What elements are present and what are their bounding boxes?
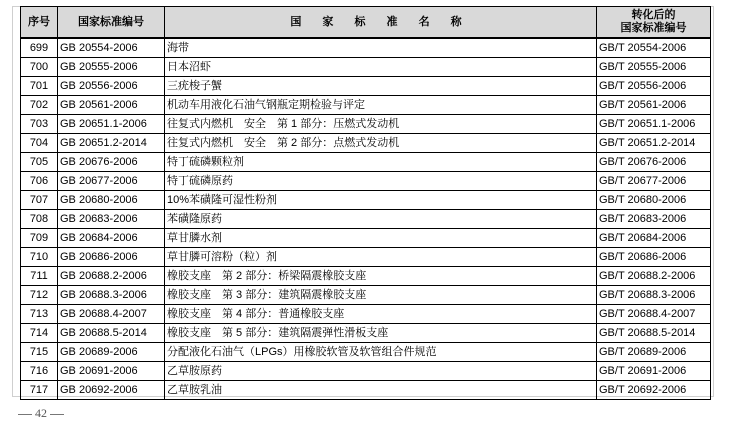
cell-std-name: 往复式内燃机 安全 第 2 部分：点燃式发动机	[165, 134, 597, 153]
cell-std-no: GB 20677-2006	[58, 172, 165, 191]
cell-converted-std-no: GB/T 20651.2-2014	[597, 134, 711, 153]
cell-converted-std-no: GB/T 20556-2006	[597, 77, 711, 96]
cell-converted-std-no: GB/T 20561-2006	[597, 96, 711, 115]
table-row	[21, 38, 711, 58]
header-converted-line2: 国家标准编号	[620, 22, 687, 34]
cell-std-no: GB 20555-2006	[58, 58, 165, 77]
cell-converted-std-no: GB/T 20554-2006	[597, 38, 711, 58]
cell-std-name: 特丁硫磷颗粒剂	[165, 153, 597, 172]
cell-std-name: 分配液化石油气（LPGs）用橡胶软管及软管组合件规范	[165, 343, 597, 362]
header-std-name: 国 家 标 准 名 称	[165, 7, 597, 39]
cell-seq: 702	[21, 96, 58, 115]
table-row	[21, 172, 711, 191]
standards-table	[20, 6, 711, 400]
cell-seq: 701	[21, 77, 58, 96]
cell-std-name: 往复式内燃机 安全 第 1 部分：压燃式发动机	[165, 115, 597, 134]
cell-std-no: GB 20692-2006	[58, 381, 165, 400]
header-converted-std-no	[597, 7, 711, 39]
cell-seq: 700	[21, 58, 58, 77]
table-row	[21, 134, 711, 153]
cell-std-name: 乙草胺原药	[165, 362, 597, 381]
cell-std-no: GB 20554-2006	[58, 38, 165, 58]
cell-converted-std-no: GB/T 20688.4-2007	[597, 305, 711, 324]
cell-converted-std-no: GB/T 20680-2006	[597, 191, 711, 210]
cell-std-name: 三疣梭子蟹	[165, 77, 597, 96]
table-row	[21, 267, 711, 286]
table-row	[21, 286, 711, 305]
cell-std-name: 橡胶支座 第 4 部分：普通橡胶支座	[165, 305, 597, 324]
cell-seq: 715	[21, 343, 58, 362]
cell-std-name: 10%苯磺隆可湿性粉剂	[165, 191, 597, 210]
cell-seq: 717	[21, 381, 58, 400]
cell-std-no: GB 20691-2006	[58, 362, 165, 381]
cell-std-name: 橡胶支座 第 2 部分：桥梁隔震橡胶支座	[165, 267, 597, 286]
table-row	[21, 153, 711, 172]
table-row	[21, 210, 711, 229]
cell-converted-std-no: GB/T 20688.2-2006	[597, 267, 711, 286]
page-footer	[18, 406, 64, 421]
cell-std-name: 特丁硫磷原药	[165, 172, 597, 191]
cell-seq: 707	[21, 191, 58, 210]
cell-seq: 705	[21, 153, 58, 172]
cell-std-no: GB 20688.2-2006	[58, 267, 165, 286]
cell-seq: 712	[21, 286, 58, 305]
table-row	[21, 191, 711, 210]
cell-std-no: GB 20651.1-2006	[58, 115, 165, 134]
cell-std-no: GB 20676-2006	[58, 153, 165, 172]
cell-std-name: 草甘膦可溶粉（粒）剂	[165, 248, 597, 267]
table-row	[21, 77, 711, 96]
cell-converted-std-no: GB/T 20684-2006	[597, 229, 711, 248]
table-row	[21, 305, 711, 324]
table-row	[21, 324, 711, 343]
cell-converted-std-no: GB/T 20677-2006	[597, 172, 711, 191]
cell-converted-std-no: GB/T 20688.5-2014	[597, 324, 711, 343]
cell-std-no: GB 20680-2006	[58, 191, 165, 210]
table-row	[21, 115, 711, 134]
table-row	[21, 381, 711, 400]
table-row	[21, 229, 711, 248]
cell-std-no: GB 20561-2006	[58, 96, 165, 115]
table-row	[21, 96, 711, 115]
cell-converted-std-no: GB/T 20688.3-2006	[597, 286, 711, 305]
table-header-row	[21, 7, 711, 39]
cell-std-no: GB 20651.2-2014	[58, 134, 165, 153]
cell-std-no: GB 20688.3-2006	[58, 286, 165, 305]
cell-seq: 716	[21, 362, 58, 381]
cell-std-name: 橡胶支座 第 5 部分：建筑隔震弹性滑板支座	[165, 324, 597, 343]
cell-std-name: 海带	[165, 38, 597, 58]
page-number: 42	[35, 406, 47, 420]
table-row	[21, 248, 711, 267]
cell-seq: 703	[21, 115, 58, 134]
cell-std-name: 橡胶支座 第 3 部分：建筑隔震橡胶支座	[165, 286, 597, 305]
cell-seq: 711	[21, 267, 58, 286]
cell-seq: 709	[21, 229, 58, 248]
cell-converted-std-no: GB/T 20651.1-2006	[597, 115, 711, 134]
cell-converted-std-no: GB/T 20692-2006	[597, 381, 711, 400]
table-row	[21, 343, 711, 362]
cell-std-no: GB 20683-2006	[58, 210, 165, 229]
cell-seq: 706	[21, 172, 58, 191]
cell-std-no: GB 20686-2006	[58, 248, 165, 267]
cell-std-no: GB 20684-2006	[58, 229, 165, 248]
cell-seq: 704	[21, 134, 58, 153]
cell-std-name: 机动车用液化石油气钢瓶定期检验与评定	[165, 96, 597, 115]
cell-std-no: GB 20689-2006	[58, 343, 165, 362]
table-row	[21, 58, 711, 77]
cell-converted-std-no: GB/T 20683-2006	[597, 210, 711, 229]
cell-std-name: 苯磺隆原药	[165, 210, 597, 229]
cell-std-no: GB 20688.4-2007	[58, 305, 165, 324]
cell-converted-std-no: GB/T 20676-2006	[597, 153, 711, 172]
cell-seq: 713	[21, 305, 58, 324]
cell-std-no: GB 20688.5-2014	[58, 324, 165, 343]
cell-seq: 699	[21, 38, 58, 58]
header-converted-line1: 转化后的	[631, 9, 676, 21]
cell-converted-std-no: GB/T 20691-2006	[597, 362, 711, 381]
footer-dash-left	[18, 414, 32, 415]
header-std-no: 国家标准编号	[58, 7, 165, 39]
cell-std-no: GB 20556-2006	[58, 77, 165, 96]
cell-seq: 708	[21, 210, 58, 229]
cell-std-name: 草甘膦水剂	[165, 229, 597, 248]
cell-std-name: 乙草胺乳油	[165, 381, 597, 400]
cell-std-name: 日本沼虾	[165, 58, 597, 77]
table-row	[21, 362, 711, 381]
cell-converted-std-no: GB/T 20555-2006	[597, 58, 711, 77]
cell-converted-std-no: GB/T 20686-2006	[597, 248, 711, 267]
footer-dash-right	[50, 414, 64, 415]
cell-seq: 710	[21, 248, 58, 267]
cell-seq: 714	[21, 324, 58, 343]
header-seq: 序号	[21, 7, 58, 39]
cell-converted-std-no: GB/T 20689-2006	[597, 343, 711, 362]
